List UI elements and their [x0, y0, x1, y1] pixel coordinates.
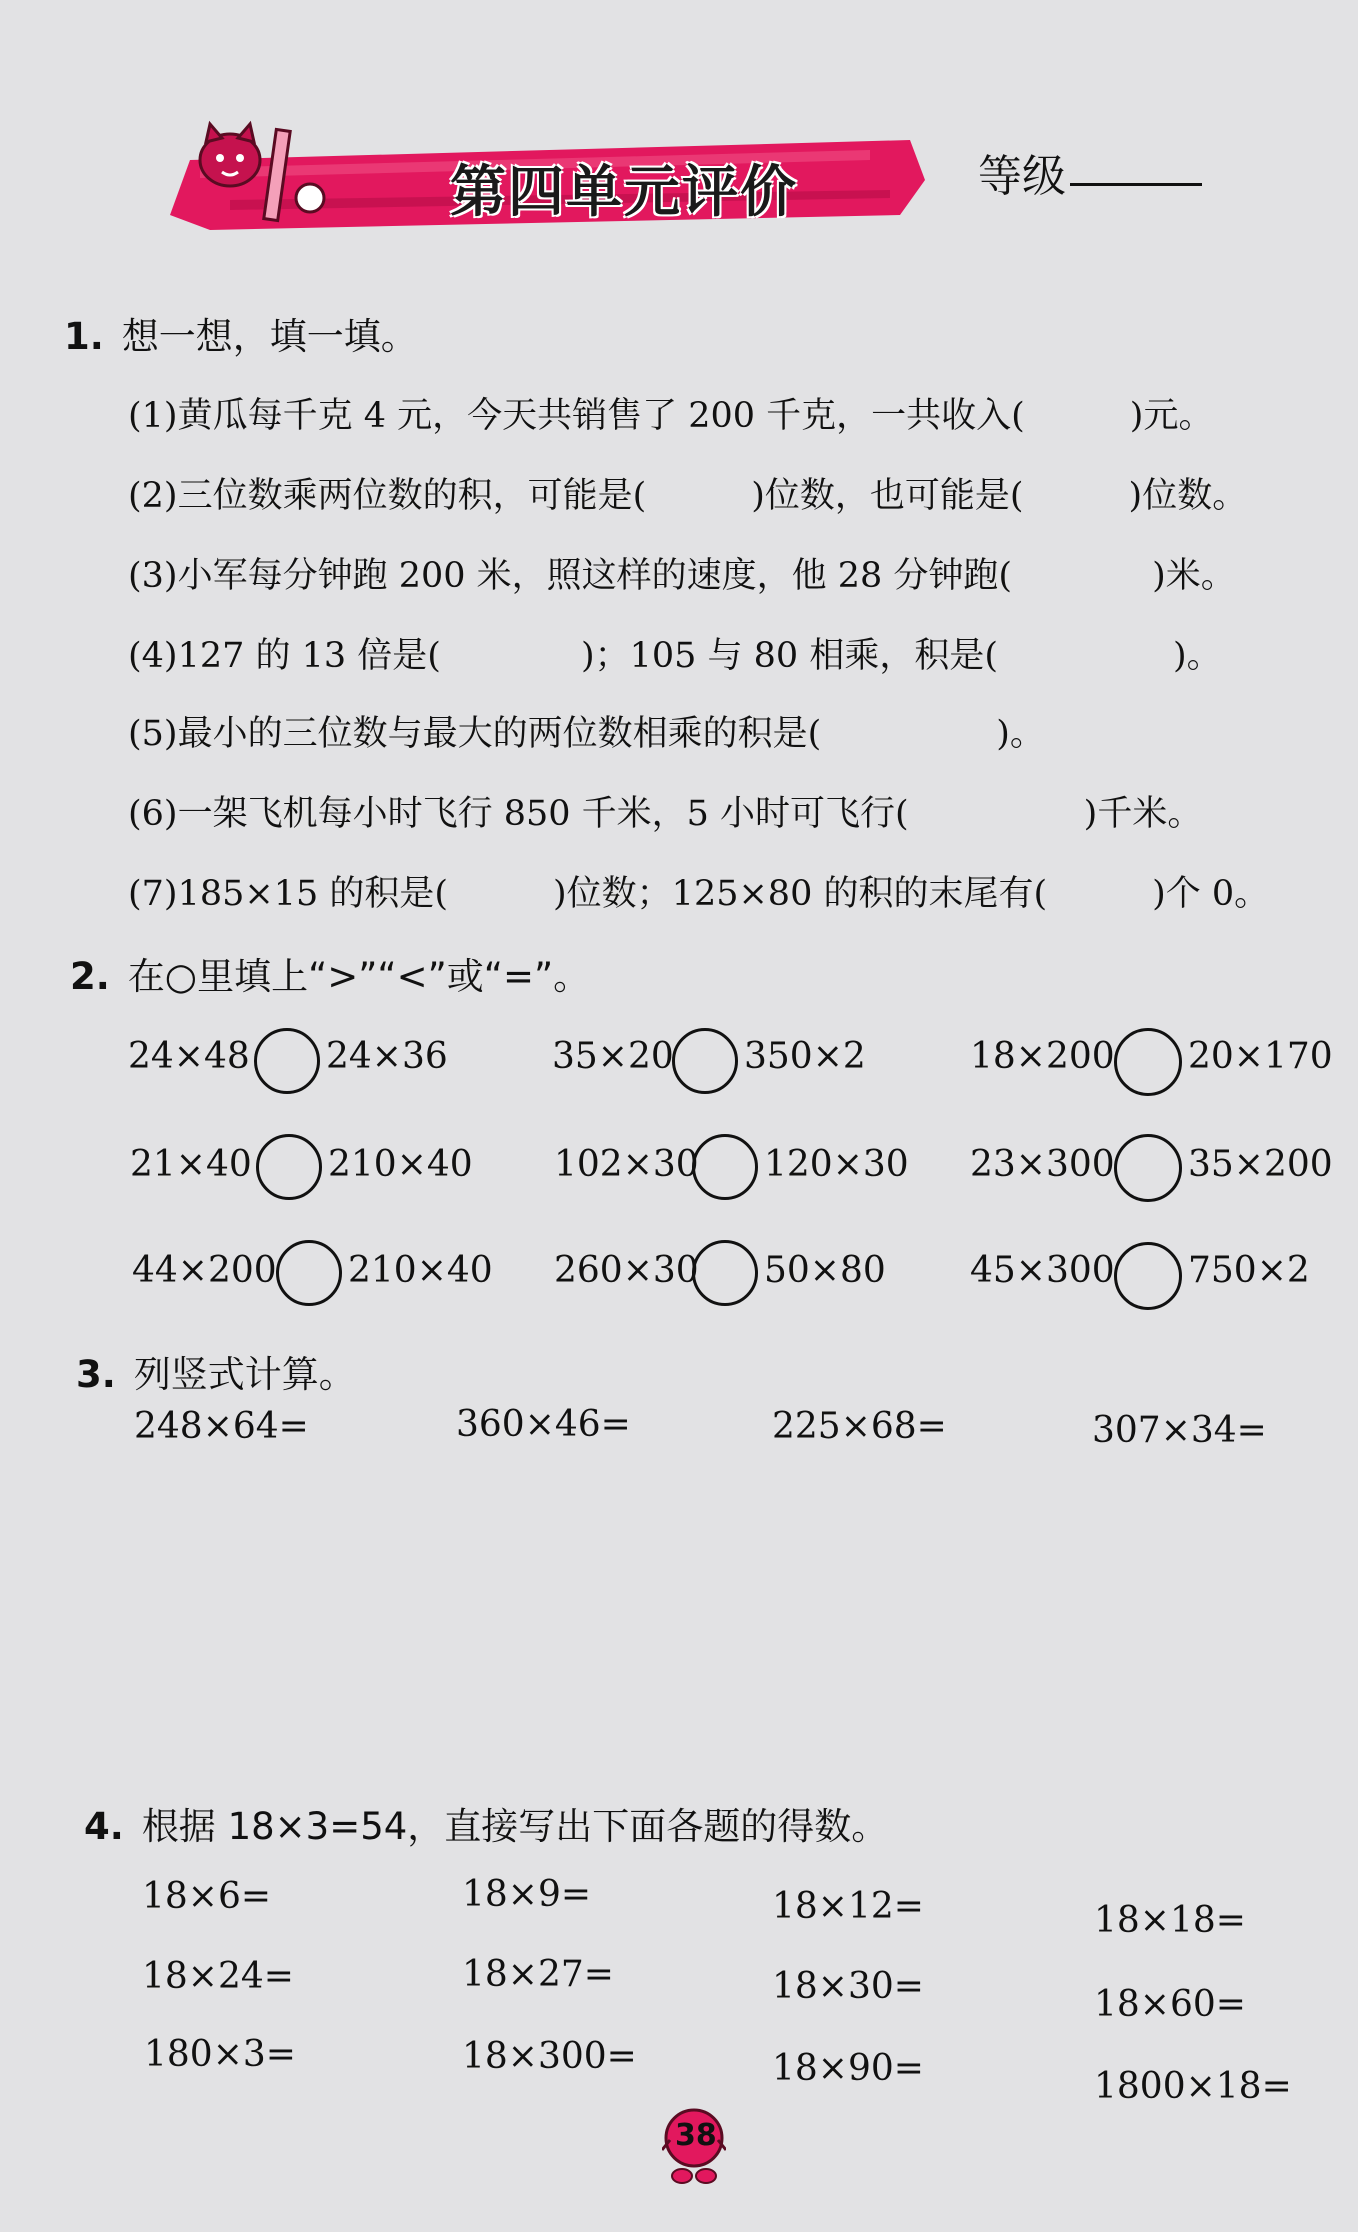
vertical-calc-item: 360×46= [456, 1404, 631, 1445]
q1-item-7: (7)185×15 的积是( )位数；125×80 的积的末尾有( )个 0。 [128, 874, 1270, 914]
compare-left: 260×30 [554, 1250, 699, 1291]
vertical-calc-item: 225×68= [772, 1406, 947, 1447]
compare-left: 35×20 [552, 1036, 674, 1077]
mental-calc-item: 18×60= [1094, 1984, 1246, 2025]
mental-calc-item: 18×90= [772, 2048, 924, 2089]
compare-left: 24×48 [128, 1036, 250, 1077]
compare-circle[interactable] [276, 1240, 342, 1306]
mental-calc-item: 18×12= [772, 1886, 924, 1927]
q3-prompt: 列竖式计算。 [133, 1353, 356, 1396]
q1-item-4: (4)127 的 13 倍是( )；105 与 80 相乘，积是( )。 [128, 636, 1222, 676]
q2-prompt: 在○里填上“>”“<”或“=”。 [127, 955, 591, 998]
compare-right: 35×200 [1188, 1144, 1333, 1185]
page-title: 第四单元评价 [450, 160, 798, 225]
compare-right: 210×40 [328, 1144, 473, 1185]
mental-calc-item: 18×30= [772, 1966, 924, 2007]
q4-prompt: 根据 18×3=54，直接写出下面各题的得数。 [141, 1805, 889, 1848]
q3-heading [76, 1344, 356, 1398]
compare-right: 120×30 [764, 1144, 909, 1185]
compare-circle[interactable] [692, 1240, 758, 1306]
compare-left: 45×300 [970, 1250, 1115, 1291]
vertical-calc-item: 248×64= [134, 1406, 309, 1447]
compare-left: 18×200 [970, 1036, 1115, 1077]
compare-circle[interactable] [1114, 1242, 1182, 1310]
q1-prompt: 想一想，填一填。 [121, 315, 418, 358]
q3-number: 3. [76, 1353, 116, 1396]
compare-right: 210×40 [348, 1250, 493, 1291]
compare-left: 102×30 [554, 1144, 699, 1185]
grade-label: 等级 [978, 151, 1066, 202]
compare-circle[interactable] [1114, 1028, 1182, 1096]
q1-item-5: (5)最小的三位数与最大的两位数相乘的积是( )。 [128, 714, 1045, 754]
compare-left: 23×300 [970, 1144, 1115, 1185]
q1-item-2: (2)三位数乘两位数的积，可能是( )位数，也可能是( )位数。 [128, 476, 1248, 516]
page-number: 38 [675, 2118, 717, 2153]
q1-item-6: (6)一架飞机每小时飞行 850 千米，5 小时可飞行( )千米。 [128, 794, 1203, 834]
mental-calc-item: 180×3= [144, 2034, 296, 2075]
vertical-calc-item: 307×34= [1092, 1410, 1267, 1451]
compare-circle[interactable] [692, 1134, 758, 1200]
q4-number: 4. [84, 1805, 124, 1848]
compare-right: 50×80 [764, 1250, 886, 1291]
mental-calc-item: 18×6= [142, 1876, 272, 1917]
compare-circle[interactable] [256, 1134, 322, 1200]
mental-calc-item: 18×300= [462, 2036, 637, 2077]
compare-circle[interactable] [672, 1028, 738, 1094]
mental-calc-item: 18×24= [142, 1956, 294, 1997]
compare-left: 44×200 [132, 1250, 277, 1291]
compare-left: 21×40 [130, 1144, 252, 1185]
q2-number: 2. [70, 955, 110, 998]
mental-calc-item: 18×18= [1094, 1900, 1246, 1941]
q1-heading [64, 306, 418, 360]
mental-calc-item: 1800×18= [1094, 2066, 1292, 2107]
q1-item-1: (1)黄瓜每千克 4 元，今天共销售了 200 千克，一共收入( )元。 [128, 396, 1214, 436]
q4-heading [84, 1796, 888, 1850]
q1-number: 1. [64, 315, 104, 358]
q1-item-3: (3)小军每分钟跑 200 米，照这样的速度，他 28 分钟跑( )米。 [128, 556, 1236, 596]
compare-right: 750×2 [1188, 1250, 1310, 1291]
grade-blank [1070, 183, 1202, 186]
compare-circle[interactable] [1114, 1134, 1182, 1202]
q2-heading [70, 946, 590, 1000]
compare-circle[interactable] [254, 1028, 320, 1094]
compare-right: 350×2 [744, 1036, 866, 1077]
compare-right: 24×36 [326, 1036, 448, 1077]
compare-right: 20×170 [1188, 1036, 1333, 1077]
mental-calc-item: 18×9= [462, 1874, 592, 1915]
mental-calc-item: 18×27= [462, 1954, 614, 1995]
